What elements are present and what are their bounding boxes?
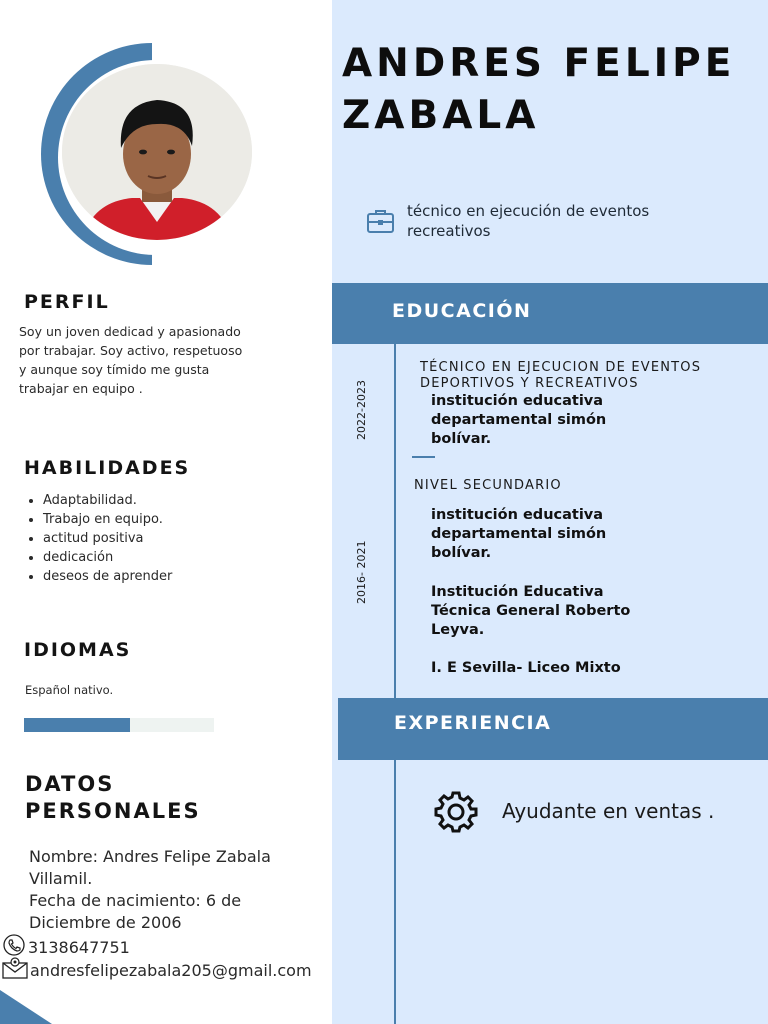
datos-title-line-1: DATOS: [25, 772, 115, 796]
year-label: 2022-2023: [355, 380, 368, 440]
personal-info: [29, 846, 314, 934]
phone-text: 3138647751: [28, 938, 130, 957]
educacion-header: [332, 283, 768, 344]
gear-icon: [434, 790, 478, 838]
corner-decoration: [0, 990, 52, 1024]
email-row: [2, 957, 312, 985]
educacion-title: EDUCACIÓN: [392, 300, 532, 322]
skills-list: [43, 491, 172, 586]
degree-title: NIVEL SECUNDARIO: [414, 478, 562, 493]
skill-item: • Trabajo en equipo.: [43, 510, 172, 529]
name-line-2: ZABALA: [342, 93, 540, 138]
entry-divider: [412, 456, 435, 458]
profile-photo: [62, 64, 252, 240]
mail-icon: [2, 957, 30, 985]
experience-item: Ayudante en ventas .: [502, 799, 715, 823]
perfil-text: Soy un joven dedicad y apasionado por trabajar. Soy activo, respetuoso y aunque soy tímido me gusta trabajar en equipo .: [19, 324, 243, 396]
habilidades-title: HABILIDADES: [24, 457, 191, 479]
briefcase-icon: [366, 207, 395, 239]
experiencia-header: [338, 698, 768, 760]
degree-title: TÉCNICO EN EJECUCION DE EVENTOS DEPORTIVOS Y RECREATIVOS: [420, 360, 702, 391]
experiencia-title: EXPERIENCIA: [394, 712, 552, 734]
language-level-bar: [24, 718, 214, 732]
skill-item: • actitud positiva: [43, 529, 172, 548]
language-label: Español nativo.: [25, 683, 114, 697]
skill-item: • deseos de aprender: [43, 567, 172, 586]
idiomas-title: IDIOMAS: [24, 639, 132, 661]
full-name: [342, 38, 762, 142]
name-line-1: ANDRES FELIPE: [342, 41, 736, 86]
school-name: institución educativa departamental simón bolívar.: [431, 393, 607, 447]
perfil-title: PERFIL: [24, 291, 110, 313]
datos-title: [25, 771, 201, 825]
skill-item: • Adaptabilidad.: [43, 491, 172, 510]
year-label: 2016- 2021: [355, 540, 368, 604]
school-name: I. E Sevilla- Liceo Mixto: [431, 660, 621, 676]
timeline-line: [394, 344, 396, 1024]
job-title: técnico en ejecución de eventos recreativos: [407, 202, 650, 240]
language-level-fill: [24, 718, 130, 732]
school-name: institución educativa departamental simón bolívar.: [431, 507, 607, 561]
nacimiento-text: Fecha de nacimiento: 6 de Diciembre de 2006: [29, 891, 242, 932]
nombre-text: Nombre: Andres Felipe Zabala Villamil.: [29, 847, 271, 888]
datos-title-line-2: PERSONALES: [25, 799, 201, 823]
email-text: andresfelipezabala205@gmail.com: [30, 961, 312, 980]
school-name: Institución Educativa Técnica General Roberto Leyva.: [431, 584, 631, 638]
skill-item: • dedicación: [43, 548, 172, 567]
